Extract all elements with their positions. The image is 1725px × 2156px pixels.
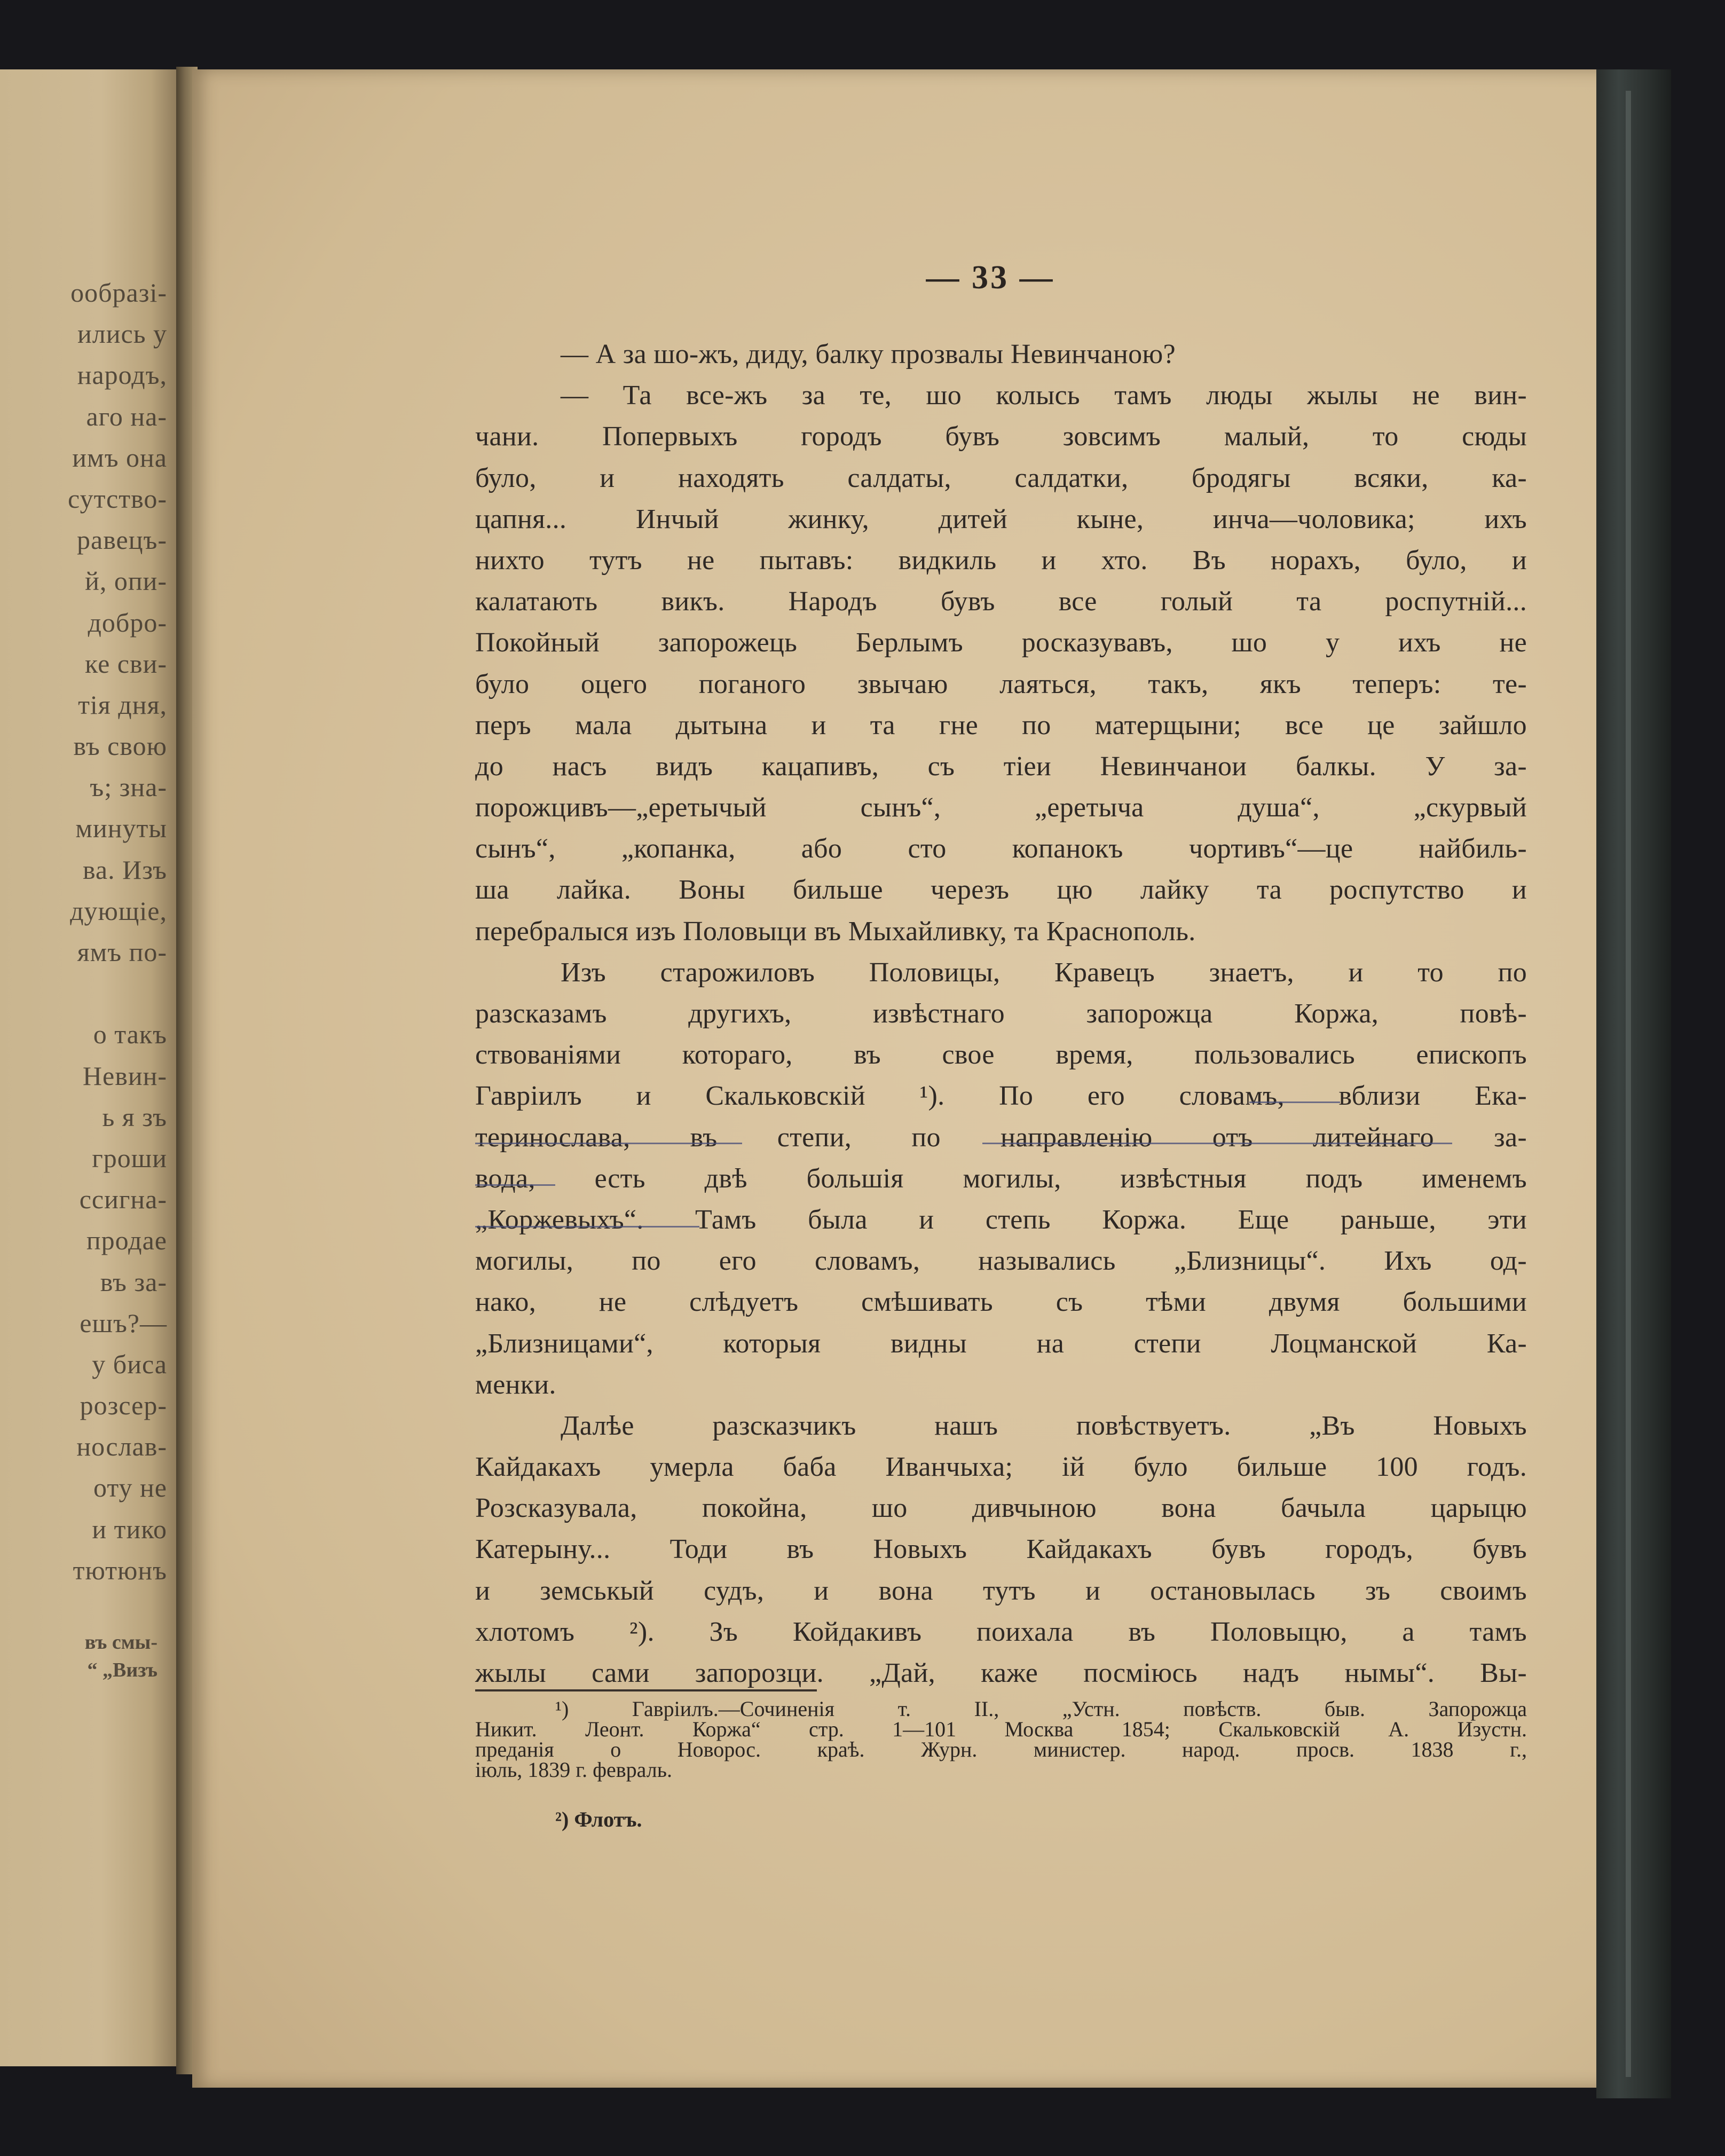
book-cover-edge-highlight [1626, 91, 1631, 2077]
left-page-line-fragment: сутство- [68, 483, 167, 514]
text-line: перъ мала дытына и та гне по матерщыни; все це зайшло [475, 710, 1527, 741]
left-page-line-fragment: тютюнъ [73, 1555, 167, 1585]
left-page-line-fragment: ь я зъ [102, 1101, 167, 1132]
left-page-line-fragment: въ свою [73, 731, 167, 761]
left-page-line-fragment: у биса [92, 1349, 167, 1379]
left-page-line-fragment: тія дня, [78, 689, 167, 720]
left-page-footnotes [0, 1628, 157, 1684]
left-page-line-fragment: ъ; зна- [90, 772, 167, 802]
text-line: теринослава, въ степи, по направленію отъ литейнаго за- [475, 1122, 1527, 1153]
text-line: було оцего поганого звычаю лаяться, такъ, якъ теперъ: те- [475, 668, 1527, 699]
text-line: Изъ старожиловъ Половицы, Кравецъ знаетъ, и то по [561, 957, 1527, 988]
text-line: чани. Попервыхъ городъ бувъ зовсимъ малый, то сюды [475, 421, 1527, 452]
left-page-line-fragment: розсер- [80, 1390, 167, 1421]
text-line: „Близницами“, которыя видны на степи Лоцманской Ка- [475, 1328, 1527, 1359]
text-line: — Та все-жъ за те, шо колысь тамъ люды жылы не вин- [561, 380, 1527, 411]
text-line: и земськый судъ, и вона тутъ и остановылась зъ своимъ [475, 1575, 1527, 1606]
text-line: ствованіями котораго, въ свое время, пользовались епископъ [475, 1040, 1527, 1071]
left-page-line-fragment: и тико [92, 1514, 167, 1544]
left-facing-page [0, 69, 184, 2066]
left-page-line-fragment: ссигна- [79, 1184, 167, 1215]
left-page-line-fragment: продае [86, 1225, 167, 1256]
text-line: нихто тутъ не пытавъ: видкиль и хто. Въ норахъ, було, и [475, 545, 1527, 576]
text-line: Покойный запорожець Берлымъ росказувавъ, шо у ихъ не [475, 627, 1527, 658]
text-line: до насъ видъ кацапивъ, съ тіеи Невинчанои балкы. У за- [475, 751, 1527, 782]
text-line: калатають викъ. Народъ бувъ все голый та роспутній... [475, 586, 1527, 617]
text-line: ша лайка. Воны бильше черезъ цю лайку та роспутство и [475, 875, 1527, 906]
text-line: перебралыся изъ Половыци въ Мыхайливку, та Краснополь. [475, 916, 1196, 947]
left-page-line-fragment [7, 973, 167, 1014]
footnote-line: іюль, 1839 г. февраль. [475, 1758, 672, 1782]
text-line: Катерыну... Тоди въ Новыхъ Кайдакахъ бувъ городъ, бувъ [475, 1534, 1527, 1565]
left-page-note-fragment: “ „Визъ [87, 1659, 157, 1681]
footnote-line: Никит. Леонт. Коржа“ стр. 1—101 Москва 1854; Скальковскій А. Изустн. [475, 1717, 1527, 1741]
left-page-line-fragment: ообразі- [70, 278, 167, 308]
text-line: Кайдакахъ умерла баба Иванчыха; ій було бильше 100 годъ. [475, 1452, 1527, 1483]
left-page-line-fragment: имъ она [72, 442, 167, 473]
left-page-line-fragment: аго на- [86, 401, 167, 431]
page-number: — 33 — [926, 259, 1055, 296]
text-line: хлотомъ ²). Зъ Койдакивъ поихала въ Половыцю, а тамъ [475, 1616, 1527, 1647]
left-page-line-fragment: минуты [75, 813, 167, 844]
left-page-text [7, 272, 167, 1591]
text-line: Далѣе разсказчикъ нашъ повѣствуетъ. „Въ Новыхъ [561, 1410, 1527, 1441]
text-line: Розсказувала, покойна, шо дивчыною вона бачыла царыцю [475, 1493, 1527, 1524]
text-line: могилы, по его словамъ, назывались „Близницы“. Ихъ од- [475, 1246, 1527, 1277]
left-page-note-fragment: въ смы- [84, 1631, 157, 1654]
left-page-line-fragment: ешъ?— [80, 1308, 167, 1338]
footnote-line: ¹) Гавріилъ.—Сочиненія т. II., „Устн. повѣств. быв. Запорожца [555, 1697, 1527, 1721]
left-page-line-fragment: ямъ по- [77, 937, 167, 967]
left-page-line-fragment: гроши [92, 1143, 167, 1173]
left-page-line-fragment: ились у [77, 319, 167, 349]
ink-underline-zavoda [475, 1184, 555, 1186]
footnotes [475, 1699, 1527, 1780]
left-page-line-fragment: ке сви- [85, 648, 167, 679]
text-line: було, и находять салдаты, салдатки, бродягы всяки, ка- [475, 462, 1527, 493]
left-page-line-fragment: ва. Изъ [82, 854, 167, 885]
footnote-2: ²) Флотъ. [555, 1807, 642, 1831]
main-page [192, 69, 1628, 2088]
ink-underline-ekaterinoslav-2 [475, 1143, 742, 1144]
left-page-line-fragment: равецъ- [77, 525, 167, 555]
ink-underline-korzhevykh [475, 1226, 699, 1227]
text-line: вода, есть двѣ большія могилы, извѣстныя подъ именемъ [475, 1163, 1527, 1194]
book-cover-edge [1596, 69, 1671, 2098]
text-line: разсказамъ другихъ, извѣстнаго запорожца Коржа, повѣ- [475, 998, 1527, 1029]
left-page-line-fragment: о такъ [93, 1019, 167, 1050]
left-page-line-fragment: добро- [88, 607, 167, 638]
left-page-line-fragment: оту не [93, 1473, 167, 1503]
text-line: жылы сами запорозци. „Дай, каже посміюсь надъ нымы“. Вы- [475, 1658, 1527, 1688]
ink-underline-ekaterinoslav-1 [1249, 1101, 1340, 1103]
left-page-line-fragment: народъ, [77, 360, 167, 390]
ink-underline-liteinago [982, 1143, 1452, 1144]
left-page-line-fragment: въ за- [100, 1266, 167, 1297]
text-line: нако, не слѣдуетъ смѣшивать съ тѣми двумя большими [475, 1287, 1527, 1318]
text-line: менки. [475, 1369, 556, 1400]
text-line: цапня... Инчый жинку, дитей кыне, инча—чоловика; ихъ [475, 503, 1527, 534]
footnote-rule [475, 1689, 817, 1691]
left-page-line-fragment: Невин- [82, 1060, 167, 1091]
text-line: „Коржевыхъ“. Тамъ была и степь Коржа. Еще раньше, эти [475, 1204, 1527, 1235]
footnote-line: преданія о Новорос. краѣ. Журн. министер. народ. просв. 1838 г., [475, 1737, 1527, 1761]
text-line: — А за шо-жъ, диду, балку прозвалы Невинчаною? [561, 339, 1176, 369]
left-page-line-fragment: дующіе, [70, 895, 167, 926]
left-page-line-fragment: нослав- [76, 1431, 167, 1462]
left-page-line-fragment: й, опи- [85, 566, 167, 596]
body-text [475, 334, 1527, 1694]
text-line: сынъ“, „копанка, або сто копанокъ чортивъ“—це найбиль- [475, 833, 1527, 864]
text-line: порожцивъ—„еретычый сынъ“, „еретыча душа“, „скурвый [475, 792, 1527, 823]
text-line: Гавріилъ и Скальковскій ¹). По его словамъ, вблизи Ека- [475, 1081, 1527, 1112]
